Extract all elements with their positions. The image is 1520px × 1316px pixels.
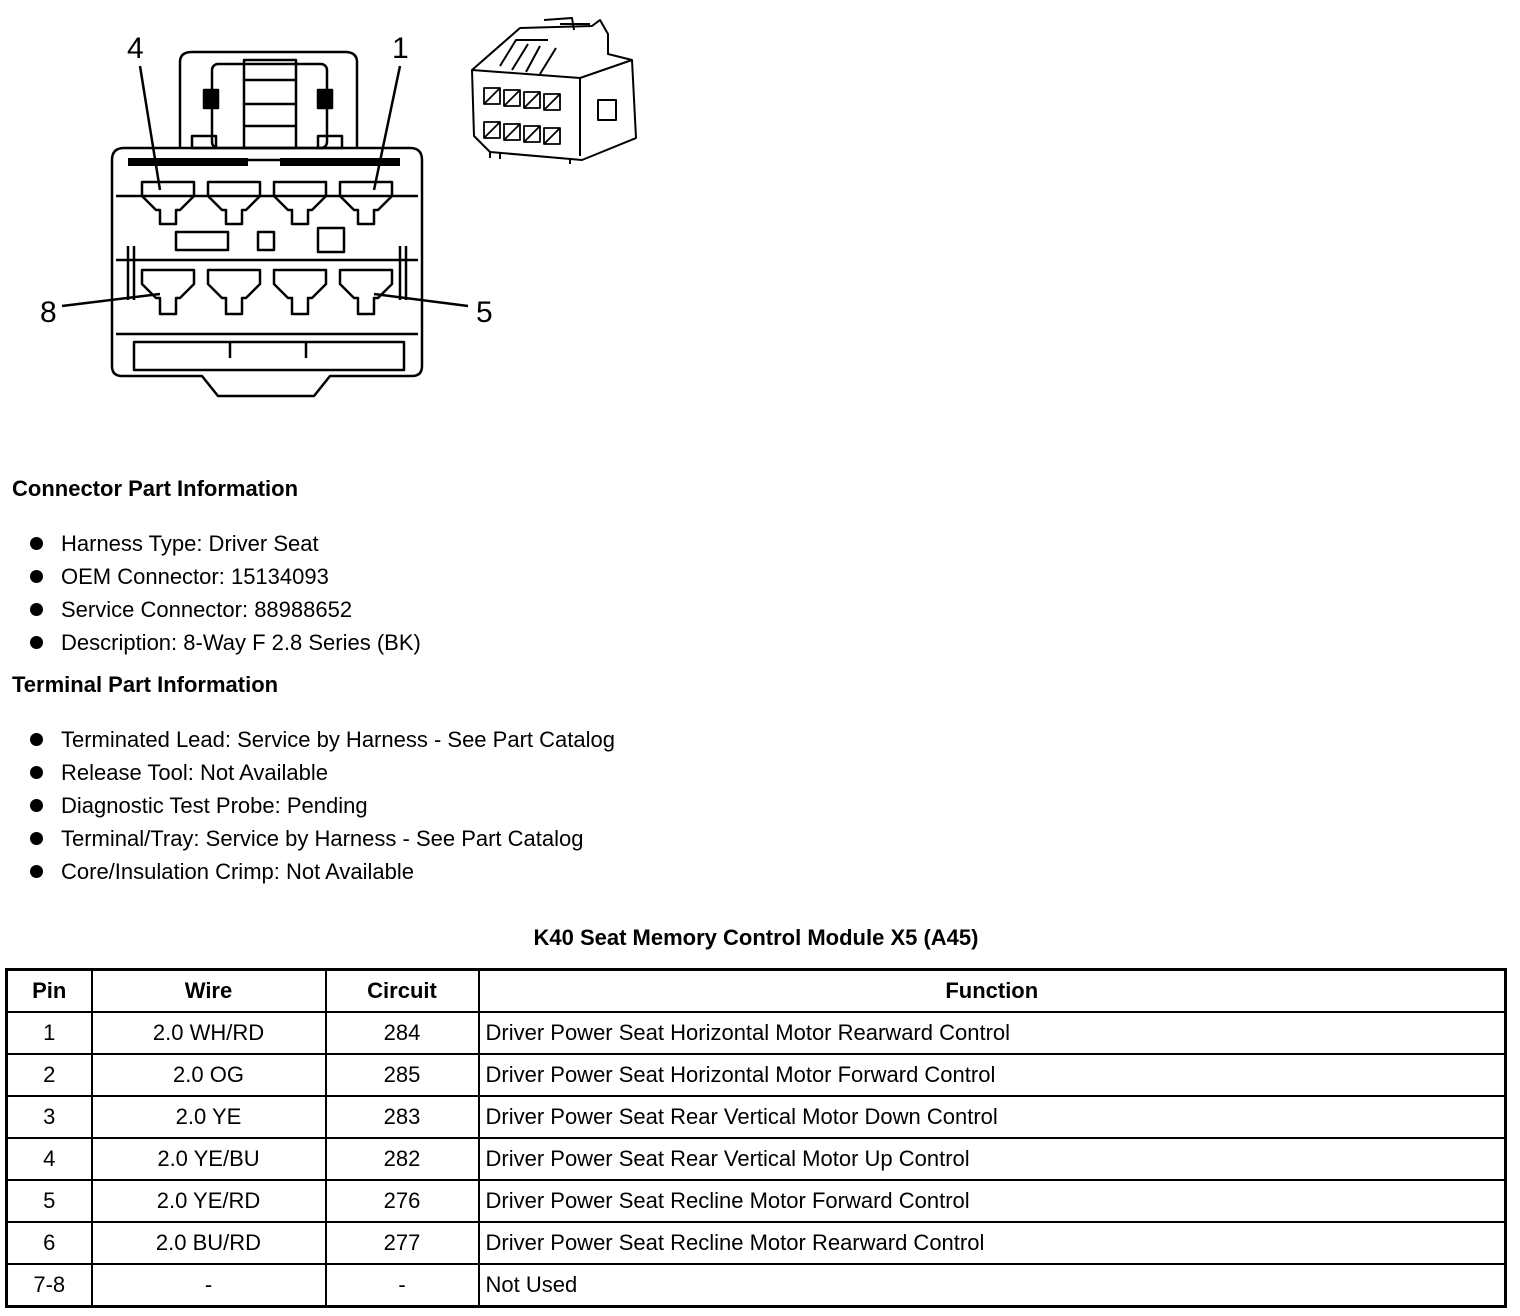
cell-pin: 4 bbox=[7, 1138, 92, 1180]
bullet-icon bbox=[30, 603, 43, 616]
cell-wire: 2.0 YE/RD bbox=[92, 1180, 326, 1222]
connector-info-heading: Connector Part Information bbox=[12, 476, 299, 501]
pin-label-4: 4 bbox=[127, 32, 144, 65]
cell-wire: 2.0 YE bbox=[92, 1096, 326, 1138]
table-row bbox=[7, 1096, 1506, 1138]
list-item: Diagnostic Test Probe: Pending bbox=[30, 789, 615, 822]
cell-circuit: 282 bbox=[326, 1138, 479, 1180]
cell-function: Driver Power Seat Recline Motor Forward Control bbox=[479, 1180, 1506, 1222]
pin-label-8: 8 bbox=[40, 296, 57, 329]
cell-pin: 7-8 bbox=[7, 1264, 92, 1307]
bullet-icon bbox=[30, 570, 43, 583]
cell-pin: 2 bbox=[7, 1054, 92, 1096]
terminal-info-heading: Terminal Part Information bbox=[12, 672, 279, 697]
bullet-icon bbox=[30, 799, 43, 812]
cell-function: Driver Power Seat Recline Motor Rearward Control bbox=[479, 1222, 1506, 1264]
connector-isometric-view bbox=[472, 18, 636, 164]
table-row bbox=[7, 1054, 1506, 1096]
cell-circuit: 276 bbox=[326, 1180, 479, 1222]
terminal-info-list bbox=[30, 723, 615, 888]
list-item: Terminal/Tray: Service by Harness - See Part Catalog bbox=[30, 822, 615, 855]
cell-function: Driver Power Seat Rear Vertical Motor Down Control bbox=[479, 1096, 1506, 1138]
terminal-row-top bbox=[142, 182, 392, 224]
cell-function: Driver Power Seat Horizontal Motor Rearward Control bbox=[479, 1012, 1506, 1054]
list-item: Terminated Lead: Service by Harness - See Part Catalog bbox=[30, 723, 615, 756]
connector-diagram bbox=[0, 0, 700, 420]
cell-pin: 3 bbox=[7, 1096, 92, 1138]
list-item: Core/Insulation Crimp: Not Available bbox=[30, 855, 615, 888]
pin-table bbox=[5, 968, 1507, 1308]
cell-wire: - bbox=[92, 1264, 326, 1307]
list-item: OEM Connector: 15134093 bbox=[30, 560, 421, 593]
table-row bbox=[7, 1138, 1506, 1180]
pin-label-5: 5 bbox=[476, 296, 493, 329]
bullet-icon bbox=[30, 733, 43, 746]
bullet-icon bbox=[30, 636, 43, 649]
bullet-icon bbox=[30, 865, 43, 878]
cell-circuit: 284 bbox=[326, 1012, 479, 1054]
cell-wire: 2.0 BU/RD bbox=[92, 1222, 326, 1264]
cell-function: Driver Power Seat Rear Vertical Motor Up Control bbox=[479, 1138, 1506, 1180]
col-header-function: Function bbox=[479, 970, 1506, 1013]
list-item: Release Tool: Not Available bbox=[30, 756, 615, 789]
table-row bbox=[7, 1264, 1506, 1307]
col-header-circuit: Circuit bbox=[326, 970, 479, 1013]
cell-pin: 5 bbox=[7, 1180, 92, 1222]
bullet-icon bbox=[30, 766, 43, 779]
bullet-icon bbox=[30, 537, 43, 550]
cell-circuit: 277 bbox=[326, 1222, 479, 1264]
table-row bbox=[7, 1012, 1506, 1054]
col-header-wire: Wire bbox=[92, 970, 326, 1013]
pin-table-title: K40 Seat Memory Control Module X5 (A45) bbox=[533, 925, 979, 950]
cell-circuit: - bbox=[326, 1264, 479, 1307]
list-item: Description: 8-Way F 2.8 Series (BK) bbox=[30, 626, 421, 659]
cell-function: Not Used bbox=[479, 1264, 1506, 1307]
bullet-icon bbox=[30, 832, 43, 845]
list-item: Service Connector: 88988652 bbox=[30, 593, 421, 626]
list-item: Harness Type: Driver Seat bbox=[30, 527, 421, 560]
cell-pin: 1 bbox=[7, 1012, 92, 1054]
terminal-row-bottom bbox=[142, 270, 392, 314]
pin-label-1: 1 bbox=[392, 32, 409, 65]
cell-wire: 2.0 OG bbox=[92, 1054, 326, 1096]
connector-info-list bbox=[30, 527, 421, 659]
table-row bbox=[7, 1180, 1506, 1222]
table-header-row bbox=[7, 970, 1506, 1013]
cell-function: Driver Power Seat Horizontal Motor Forward Control bbox=[479, 1054, 1506, 1096]
col-header-pin: Pin bbox=[7, 970, 92, 1013]
table-row bbox=[7, 1222, 1506, 1264]
cell-wire: 2.0 YE/BU bbox=[92, 1138, 326, 1180]
cell-pin: 6 bbox=[7, 1222, 92, 1264]
cell-circuit: 283 bbox=[326, 1096, 479, 1138]
cell-circuit: 285 bbox=[326, 1054, 479, 1096]
cell-wire: 2.0 WH/RD bbox=[92, 1012, 326, 1054]
